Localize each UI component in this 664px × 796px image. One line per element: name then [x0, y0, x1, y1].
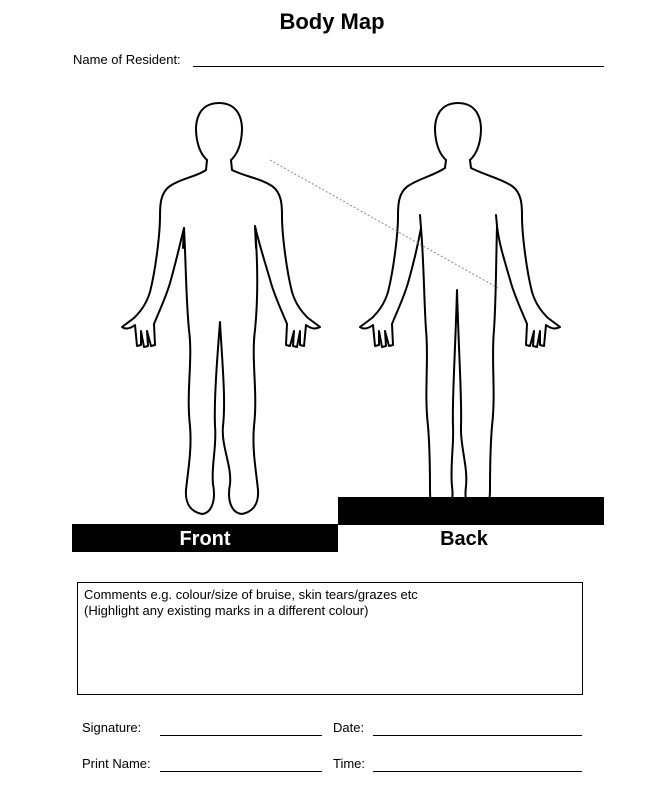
date-label: Date: — [333, 720, 365, 735]
page-title: Body Map — [279, 9, 385, 34]
time-field[interactable] — [373, 771, 582, 772]
front-body-figure[interactable] — [122, 103, 320, 514]
resident-name-label: Name of Resident: — [73, 52, 181, 67]
front-label: Front — [72, 524, 338, 552]
back-base-bar — [338, 497, 604, 525]
back-body-figure[interactable] — [360, 103, 560, 514]
date-field[interactable] — [373, 735, 582, 736]
print-name-label: Print Name: — [82, 756, 151, 771]
print-name-field[interactable] — [160, 771, 322, 772]
guide-line — [270, 160, 498, 288]
time-label: Time: — [333, 756, 366, 771]
back-label: Back — [440, 528, 488, 550]
comments-line-1: Comments e.g. colour/size of bruise, skin tears/grazes etc — [84, 587, 418, 602]
signature-field[interactable] — [160, 735, 322, 736]
signature-label: Signature: — [82, 720, 142, 735]
comments-instructions — [84, 587, 418, 619]
comments-line-2: (Highlight any existing marks in a different colour) — [84, 603, 369, 618]
